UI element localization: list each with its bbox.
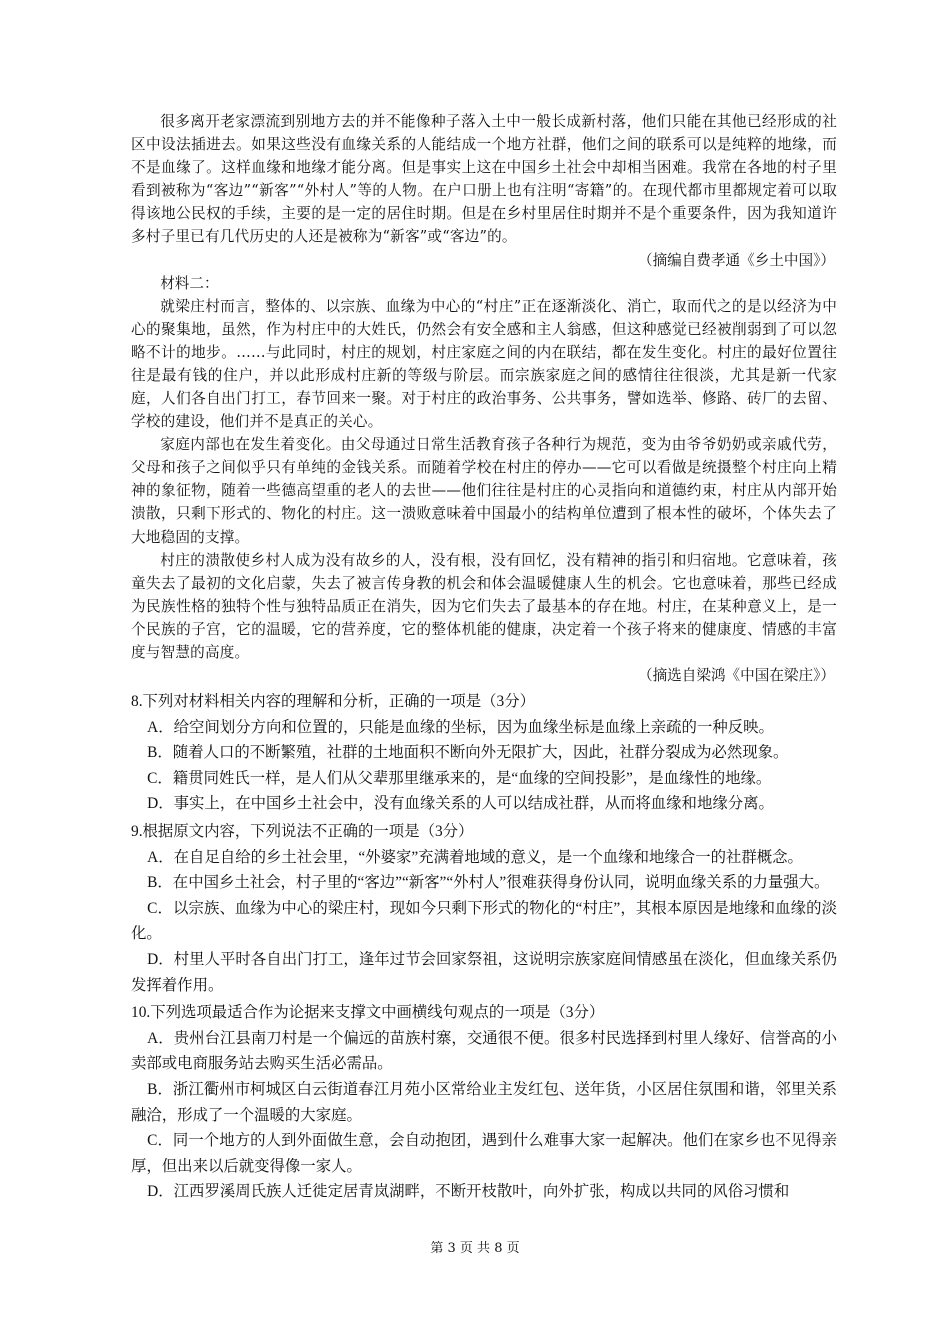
material-one-source: （摘编自费孝通《乡土中国》） [637, 251, 835, 269]
page-content [131, 110, 837, 1205]
option-b: B．在中国乡土社会，村子里的“客边”“新客”“外村人”很难获得身份认同，说明血缘关系的力量强大。 [147, 874, 830, 892]
material-two [131, 272, 837, 688]
option-a: A．贵州台江县南刀村是一个偏远的苗族村寨，交通很不便。很多村民选择到村里人缘好、信誉高的小卖部或电商服务站去购买生活必需品。 [131, 1029, 837, 1073]
material-one-paragraph-1: 很多离开老家漂流到别地方去的并不能像种子落入土中一般长成新村落，他们只能在其他已经形成的社区中设法插进去。如果这些没有血缘关系的人能结成一个地方社群，他们之间的联系可以是纯粹的地缘，而不是血缘了。这样血缘和地缘才能分离。但是事实上这在中国乡土社会中却相当困难。我常在各地的村子里看到被称为“客边”“新客”“外村人”等的人物。在户口册上也有注明“寄籍”的。在现代都市里都规定着可以取得该地公民权的手续，主要的是一定的居住时期。但是在乡村里居住时期并不是个重要条件，因为我知道许多村子里已有几代历史的人还是被称为“新客”或“客边”的。 [131, 113, 837, 246]
question-stem: 9.根据原文内容，下列说法不正确的一项是（3分） [131, 823, 474, 841]
material-two-heading: 材料二： [160, 274, 219, 292]
option-a: A．给空间划分方向和位置的，只能是血缘的坐标，因为血缘坐标是血缘上亲疏的一种反映。 [147, 718, 774, 736]
option-d: D．事实上，在中国乡土社会中，没有血缘关系的人可以结成社群，从而将血缘和地缘分离。 [147, 795, 774, 813]
material-two-paragraph-2: 家庭内部也在发生着变化。由父母通过日常生活教育孩子各种行为规范，变为由爷爷奶奶或亲戚代劳，父母和孩子之间似乎只有单纯的金钱关系。而随着学校在村庄的停办——它可以看做是统摄整个村庄向上精神的象征物，随着一些德高望重的老人的去世——他们往往是村庄的心灵指向和道德约束，村庄从内部开始溃散，只剩下形式的、物化的村庄。这一溃败意味着中国最小的结构单位遭到了根本性的破坏，个体失去了大地稳固的支撑。 [131, 436, 837, 546]
question-stem: 8.下列对材料相关内容的理解和分析，正确的一项是（3分） [131, 693, 536, 711]
material-two-paragraph-1: 就梁庄村而言，整体的、以宗族、血缘为中心的“村庄”正在逐渐淡化、消亡，取而代之的是以经济为中心的聚集地，虽然，作为村庄中的大姓氏，仍然会有安全感和主人翁感，但这种感觉已经被削弱到了可以忽略不计的地步。……与此同时，村庄的规划，村庄家庭之间的内在联结，都在发生变化。村庄的最好位置往往是最有钱的住户，并以此形成村庄新的等级与阶层。而宗族家庭之间的感情往往很淡，尤其是新一代家庭，人们各自出门打工，春节回来一聚。对于村庄的政治事务、公共事务，譬如选举、修路、砖厂的去留、学校的建设，他们并不是真正的关心。 [131, 297, 837, 431]
option-a: A．在自足自给的乡土社会里，“外婆家”充满着地域的意义，是一个血缘和地缘合一的社群概念。 [147, 848, 803, 866]
option-c: C．同一个地方的人到外面做生意，会自动抱团，遇到什么难事大家一起解决。他们在家乡也不见得亲厚，但出来以后就变得像一家人。 [131, 1132, 837, 1175]
question-8 [131, 689, 837, 817]
question-10 [131, 1000, 837, 1205]
question-9 [131, 819, 837, 998]
option-d: D．江西罗溪周氏族人迁徙定居青岚湖畔，不断开枝散叶，向外扩张，构成以共同的风俗习惯和 [147, 1183, 790, 1201]
material-two-source: （摘选自梁鸿《中国在梁庄》） [637, 667, 835, 685]
option-b: B．随着人口的不断繁殖，社群的土地面积不断向外无限扩大，因此，社群分裂成为必然现象。 [147, 744, 789, 762]
material-two-paragraph-3: 村庄的溃散使乡村人成为没有故乡的人，没有根，没有回忆，没有精神的指引和归宿地。它意味着，孩童失去了最初的文化启蒙，失去了被言传身教的机会和体会温暖健康人生的机会。它也意味着，那些已经成为民族性格的独特个性与独特品质正在消失，因为它们失去了最基本的存在地。村庄，在某种意义上，是一个民族的子宫，它的温暖，它的营养度，它的整体机能的健康，决定着一个孩子将来的健康度、情感的丰富度与智慧的高度。 [131, 551, 837, 661]
page-footer: 第 3 页 共 8 页 [430, 1241, 520, 1256]
option-c: C．籍贯同姓氏一样，是人们从父辈那里继承来的，是“血缘的空间投影”，是血缘性的地缘。 [147, 769, 772, 787]
option-c: C．以宗族、血缘为中心的梁庄村，现如今只剩下形式的物化的“村庄”，其根本原因是地缘和血缘的淡化。 [131, 899, 837, 943]
option-d: D．村里人平时各自出门打工，逢年过节会回家祭祖，这说明宗族家庭间情感虽在淡化，但血缘关系仍发挥着作用。 [131, 951, 837, 994]
option-b: B．浙江衢州市柯城区白云街道春江月苑小区常给业主发红包、送年货，小区居住氛围和谐，邻里关系融洽，形成了一个温暖的大家庭。 [131, 1080, 837, 1124]
question-stem: 10.下列选项最适合作为论据来支撑文中画横线句观点的一项是（3分） [131, 1004, 605, 1022]
material-one [131, 110, 837, 272]
